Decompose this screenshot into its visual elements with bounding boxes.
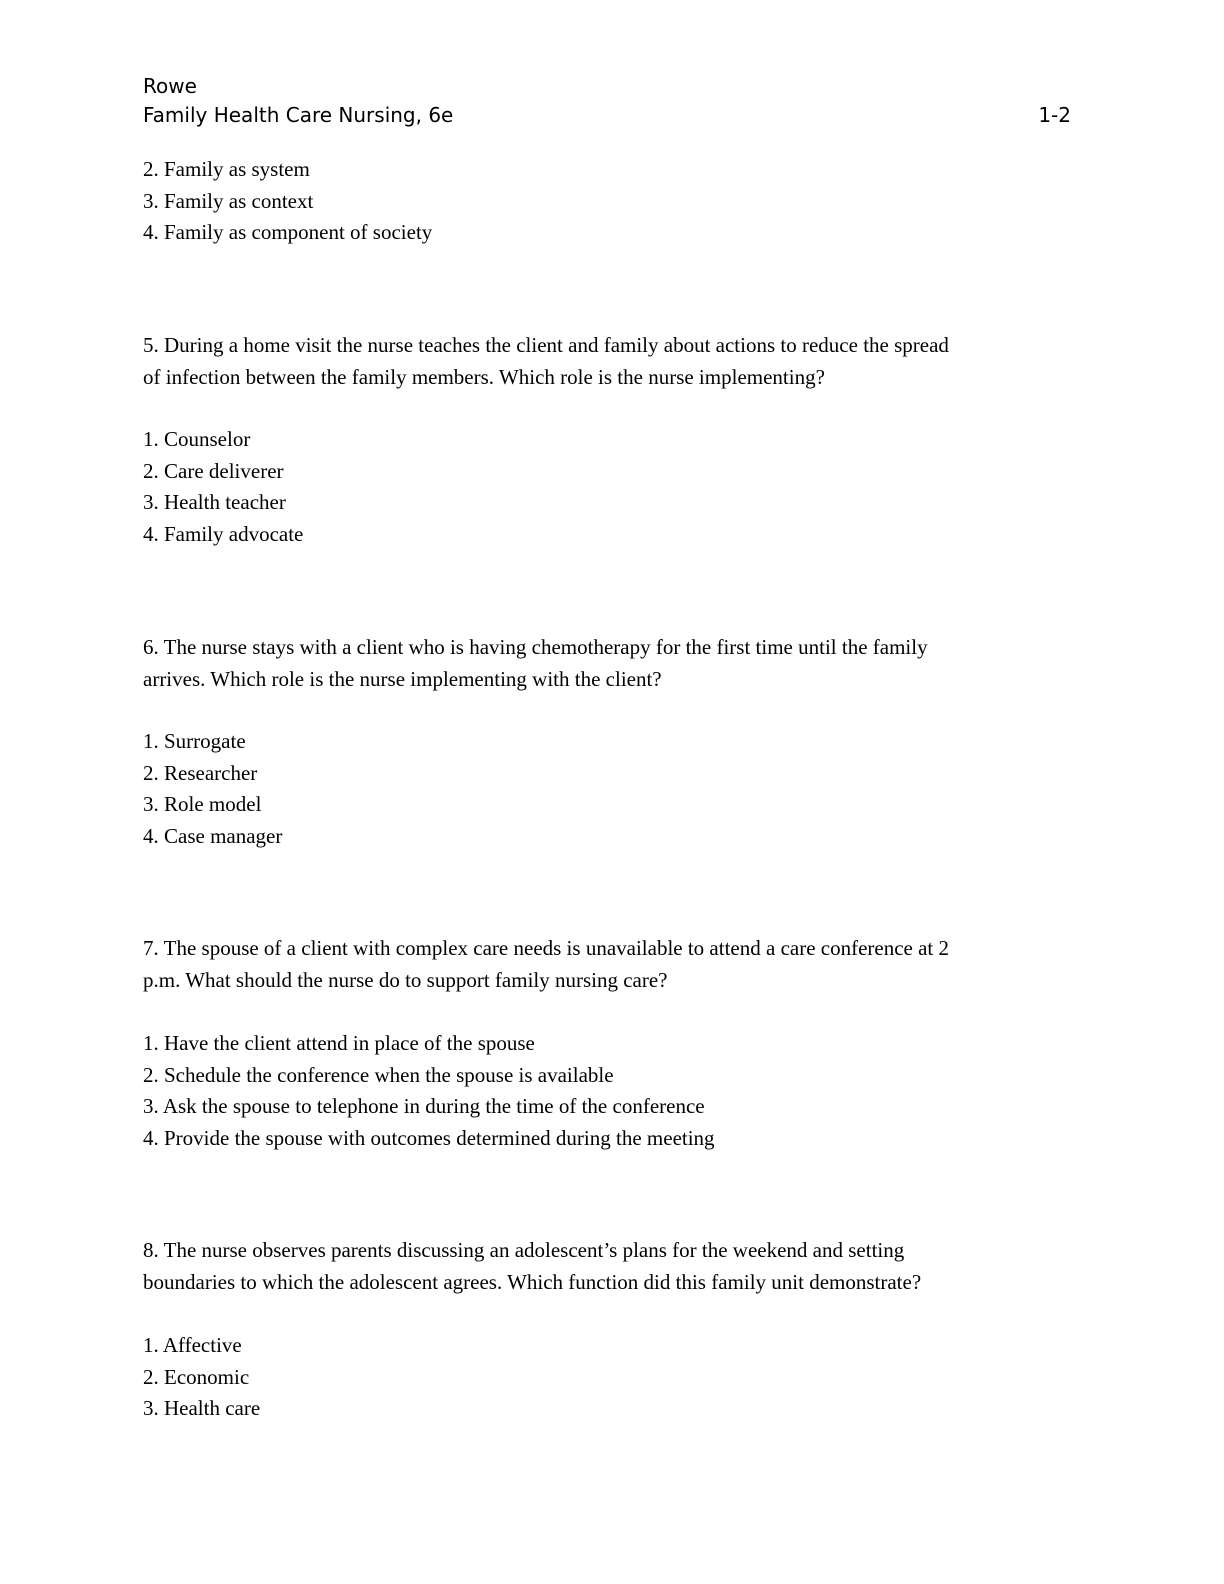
question-6-stem xyxy=(143,632,1073,695)
question-8-options xyxy=(143,1330,1073,1425)
carryover-options xyxy=(143,154,1073,249)
option-item: 4. Case manager xyxy=(143,823,283,848)
question-stem-line: of infection between the family members. Which role is the nurse implementing? xyxy=(143,364,825,389)
option-item: 4. Family advocate xyxy=(143,521,304,546)
question-7-options xyxy=(143,1028,1073,1154)
running-header xyxy=(143,72,1071,130)
question-stem-line: arrives. Which role is the nurse implementing with the client? xyxy=(143,666,662,691)
option-item: 2. Researcher xyxy=(143,760,258,785)
header-page-number: 1-2 xyxy=(1038,103,1071,127)
question-stem-line: 8. The nurse observes parents discussing an adolescent’s plans for the weekend and setting xyxy=(143,1238,905,1262)
option-item: 2. Care deliverer xyxy=(143,458,284,483)
header-book-title: Family Health Care Nursing, 6e xyxy=(143,103,454,127)
option-item: 3. Health care xyxy=(143,1396,261,1420)
option-item: 1. Affective xyxy=(143,1333,242,1357)
option-item: 3. Health teacher xyxy=(143,490,286,514)
question-stem-line: 5. During a home visit the nurse teaches the client and family about actions to reduce the spread xyxy=(143,333,949,357)
question-7-stem xyxy=(143,933,1073,996)
question-5-options xyxy=(143,424,1073,550)
option-item: 4. Family as component of society xyxy=(143,220,433,244)
header-author: Rowe xyxy=(143,74,197,98)
option-item: 1. Surrogate xyxy=(143,729,246,753)
question-8-stem xyxy=(143,1235,1073,1298)
option-item: 3. Ask the spouse to telephone in during the time of the conference xyxy=(143,1094,705,1118)
option-item: 3. Role model xyxy=(143,792,262,816)
option-item: 2. Economic xyxy=(143,1364,250,1389)
option-item: 2. Schedule the conference when the spouse is available xyxy=(143,1062,614,1087)
option-item: 1. Have the client attend in place of the spouse xyxy=(143,1031,535,1055)
option-item: 3. Family as context xyxy=(143,188,314,213)
question-6-options xyxy=(143,726,1073,852)
question-5-stem xyxy=(143,330,1073,393)
question-stem-line: boundaries to which the adolescent agrees. Which function did this family unit demonstrate? xyxy=(143,1269,922,1294)
option-item: 1. Counselor xyxy=(143,427,251,451)
question-stem-line: p.m. What should the nurse do to support family nursing care? xyxy=(143,967,668,992)
option-item: 2. Family as system xyxy=(143,157,310,181)
question-stem-line: 6. The nurse stays with a client who is having chemotherapy for the first time until the family xyxy=(143,635,928,659)
option-item: 4. Provide the spouse with outcomes determined during the meeting xyxy=(143,1125,715,1150)
question-stem-line: 7. The spouse of a client with complex care needs is unavailable to attend a care conference at 2 xyxy=(143,936,950,960)
